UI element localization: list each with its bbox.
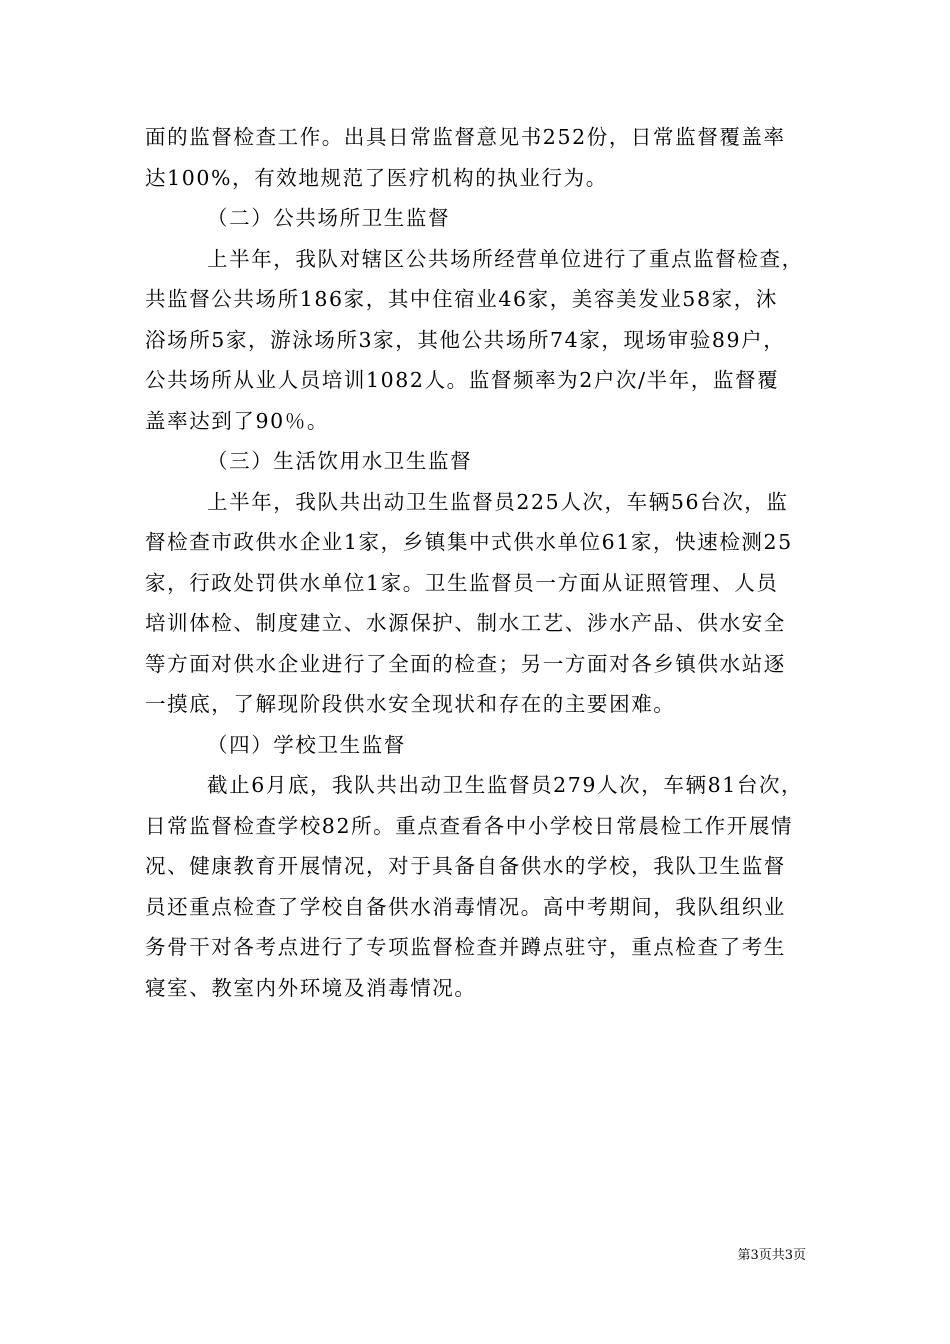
section-heading: （二）公共场所卫生监督 (207, 206, 451, 230)
page-number: 第3页共3页 (737, 1248, 806, 1263)
text-line: 等方面对供水企业进行了全面的检查；另一方面对各乡镇供水站逐 (145, 651, 786, 676)
text-line: 共监督公共场所186家，其中住宿业46家，美容美发业58家，沐 (145, 287, 778, 311)
text-line: 一摸底，了解现阶段供水安全现状和存在的主要困难。 (145, 692, 676, 716)
paragraph-first-line: 上半年，我队共出动卫生监督员225人次，车辆56台次，监 (207, 489, 789, 514)
section-heading: （三）生活饮用水卫生监督 (207, 449, 473, 473)
text-line: 务骨干对各考点进行了专项监督检查并蹲点驻守，重点检查了考生 (145, 935, 786, 959)
text-line: 达100%，有效地规范了医疗机构的执业行为。 (145, 165, 608, 190)
text-line: 公共场所从业人员培训1082人。监督频率为2户次/半年，监督覆 (145, 368, 780, 392)
text-line: 况、健康教育开展情况，对于具备自备供水的学校，我队卫生监督 (145, 854, 786, 878)
text-line: 培训体检、制度建立、水源保护、制水工艺、涉水产品、供水安全 (145, 611, 786, 635)
text-line: 寝室、教室内外环境及消毒情况。 (145, 975, 477, 1000)
text-line: 员还重点检查了学校自备供水消毒情况。高中考期间，我队组织业 (145, 894, 786, 919)
text-line: 面的监督检查工作。出具日常监督意见书252份，日常监督覆盖率 (145, 125, 786, 149)
paragraph-first-line: 截止6月底，我队共出动卫生监督员279人次，车辆81台次， (207, 773, 804, 797)
text-line: 日常监督检查学校82所。重点查看各中小学校日常晨检工作开展情 (145, 813, 794, 838)
text-line: 浴场所5家，游泳场所3家，其他公共场所74家，现场审验89户， (145, 327, 786, 352)
text-line: 督检查市政供水企业1家，乡镇集中式供水单位61家，快速检测25 (145, 530, 793, 554)
document-body (145, 117, 815, 1008)
text-line: 家，行政处罚供水单位1家。卫生监督员一方面从证照管理、人员 (145, 570, 779, 595)
text-line: 盖率达到了90％。 (145, 408, 329, 433)
paragraph-first-line: 上半年，我队对辖区公共场所经营单位进行了重点监督检查， (207, 246, 804, 271)
section-heading: （四）学校卫生监督 (207, 732, 406, 757)
